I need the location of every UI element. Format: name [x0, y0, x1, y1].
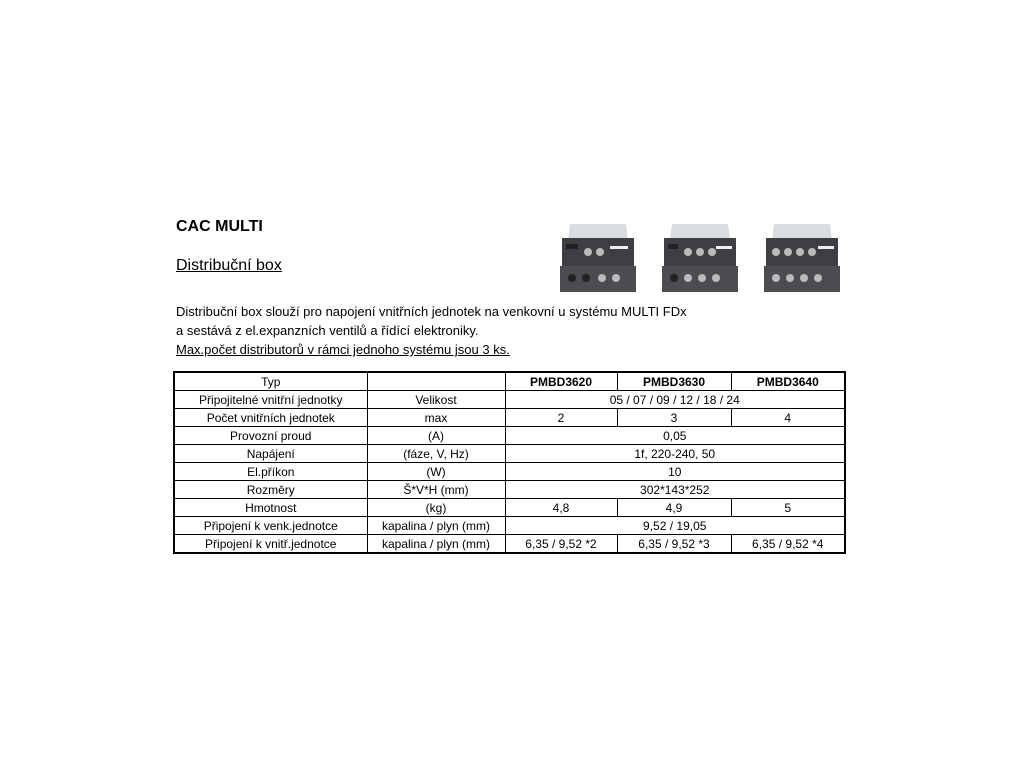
row-value: 9,52 / 19,05 [505, 517, 845, 535]
table-row [174, 499, 845, 517]
row-label: Provozní proud [174, 427, 367, 445]
spec-table [173, 371, 846, 554]
row-value: 4 [731, 409, 845, 427]
table-row [174, 517, 845, 535]
description-note: Max.počet distributorů v rámci jednoho systému jsou 3 ks. [176, 342, 510, 357]
table-row [174, 445, 845, 463]
row-unit: max [367, 409, 505, 427]
page-title: CAC MULTI [176, 218, 263, 235]
description [176, 302, 687, 359]
description-line: a sestává z el.expanzních ventilů a řídící elektroniky. [176, 323, 479, 338]
row-value: 4,8 [505, 499, 617, 517]
header-cell: Typ [174, 372, 367, 391]
distribution-box-4-port-image [764, 224, 840, 292]
row-unit: kapalina / plyn (mm) [367, 535, 505, 554]
distribution-box-3-port-image [662, 224, 738, 292]
row-value: 4,9 [617, 499, 731, 517]
row-unit: Velikost [367, 391, 505, 409]
row-value: 2 [505, 409, 617, 427]
distribution-box-2-port-image [560, 224, 636, 292]
table-row [174, 463, 845, 481]
description-line: Distribuční box slouží pro napojení vnitřních jednotek na venkovní u systému MULTI FDx [176, 304, 687, 319]
row-value: 0,05 [505, 427, 845, 445]
table-row [174, 481, 845, 499]
row-unit: (fáze, V, Hz) [367, 445, 505, 463]
row-unit: kapalina / plyn (mm) [367, 517, 505, 535]
row-label: Rozměry [174, 481, 367, 499]
row-value: 1f, 220-240, 50 [505, 445, 845, 463]
row-value: 05 / 07 / 09 / 12 / 18 / 24 [505, 391, 845, 409]
header-cell: PMBD3640 [731, 372, 845, 391]
row-value: 302*143*252 [505, 481, 845, 499]
section-subtitle: Distribuční box [176, 257, 282, 274]
row-value: 6,35 / 9,52 *4 [731, 535, 845, 554]
row-value: 6,35 / 9,52 *3 [617, 535, 731, 554]
row-unit: Š*V*H (mm) [367, 481, 505, 499]
header-cell: PMBD3630 [617, 372, 731, 391]
table-row [174, 535, 845, 554]
row-label: Napájení [174, 445, 367, 463]
table-row [174, 427, 845, 445]
row-unit: (W) [367, 463, 505, 481]
row-value: 6,35 / 9,52 *2 [505, 535, 617, 554]
row-value: 5 [731, 499, 845, 517]
row-label: Připojení k vnitř.jednotce [174, 535, 367, 554]
row-value: 10 [505, 463, 845, 481]
table-row [174, 409, 845, 427]
row-label: Počet vnitřních jednotek [174, 409, 367, 427]
row-value: 3 [617, 409, 731, 427]
row-unit: (A) [367, 427, 505, 445]
row-label: Hmotnost [174, 499, 367, 517]
product-images [558, 222, 848, 297]
header-cell: PMBD3620 [505, 372, 617, 391]
header-cell [367, 372, 505, 391]
row-label: Připojitelné vnitřní jednotky [174, 391, 367, 409]
row-label: Připojení k venk.jednotce [174, 517, 367, 535]
table-row [174, 391, 845, 409]
table-header-row [174, 372, 845, 391]
row-unit: (kg) [367, 499, 505, 517]
row-label: El.příkon [174, 463, 367, 481]
